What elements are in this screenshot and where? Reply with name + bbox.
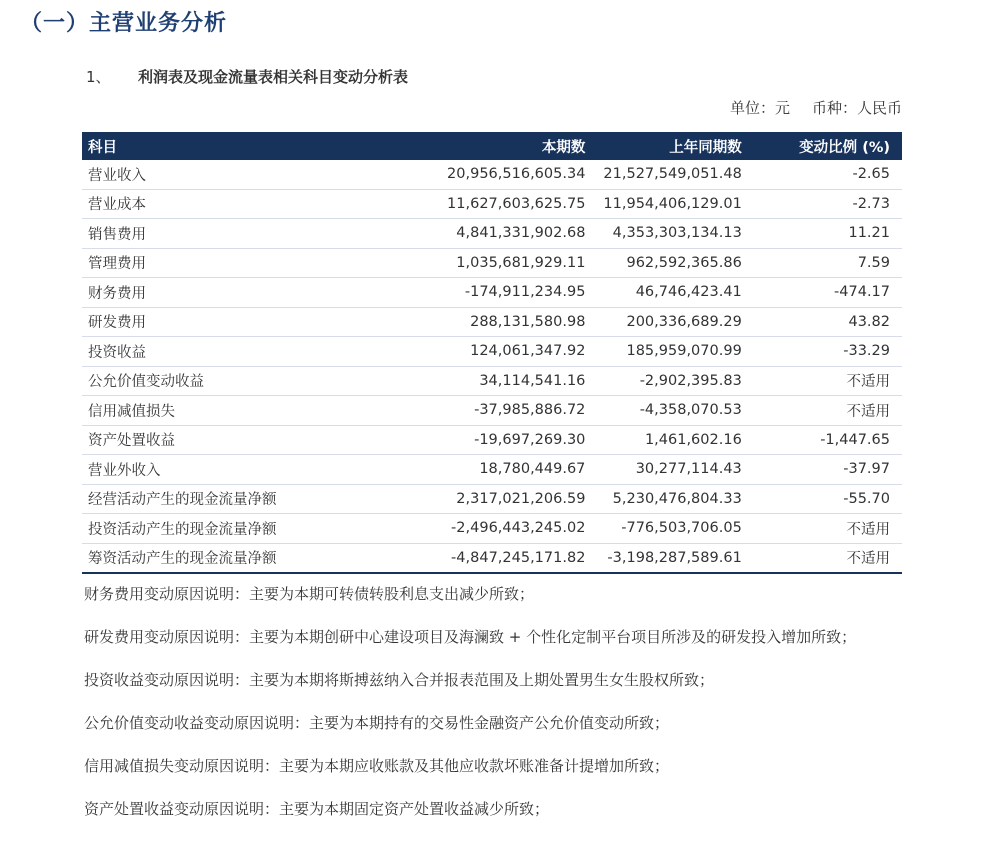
cell-subject: 销售费用 bbox=[82, 219, 379, 249]
cell-subject: 投资活动产生的现金流量净额 bbox=[82, 514, 379, 544]
cell-change-ratio: 不适用 bbox=[754, 543, 902, 573]
table-row bbox=[82, 543, 902, 573]
cell-subject: 经营活动产生的现金流量净额 bbox=[82, 484, 379, 514]
cell-change-ratio: 7.59 bbox=[754, 248, 902, 278]
unit-line bbox=[724, 97, 902, 118]
cell-change-ratio: -2.65 bbox=[754, 160, 902, 189]
cell-prior-period: 21,527,549,051.48 bbox=[597, 160, 753, 189]
table-row bbox=[82, 337, 902, 367]
cell-prior-period: 4,353,303,134.13 bbox=[597, 219, 753, 249]
cell-subject: 营业收入 bbox=[82, 160, 379, 189]
cell-change-ratio: 11.21 bbox=[754, 219, 902, 249]
cell-change-ratio: 不适用 bbox=[754, 366, 902, 396]
table-row bbox=[82, 366, 902, 396]
cell-change-ratio: -55.70 bbox=[754, 484, 902, 514]
cell-current-period: -37,985,886.72 bbox=[379, 396, 597, 426]
cell-change-ratio: 不适用 bbox=[754, 514, 902, 544]
cell-change-ratio: -474.17 bbox=[754, 278, 902, 308]
cell-prior-period: 30,277,114.43 bbox=[597, 455, 753, 485]
cell-prior-period: -3,198,287,589.61 bbox=[597, 543, 753, 573]
cell-subject: 投资收益 bbox=[82, 337, 379, 367]
cell-prior-period: 11,954,406,129.01 bbox=[597, 189, 753, 219]
cell-prior-period: -2,902,395.83 bbox=[597, 366, 753, 396]
cell-change-ratio: -2.73 bbox=[754, 189, 902, 219]
cell-current-period: 1,035,681,929.11 bbox=[379, 248, 597, 278]
cell-current-period: 34,114,541.16 bbox=[379, 366, 597, 396]
table-body bbox=[82, 160, 902, 573]
cell-prior-period: 200,336,689.29 bbox=[597, 307, 753, 337]
cell-change-ratio: -1,447.65 bbox=[754, 425, 902, 455]
cell-current-period: -4,847,245,171.82 bbox=[379, 543, 597, 573]
header-prior-period: 上年同期数 bbox=[597, 132, 753, 160]
cell-current-period: 4,841,331,902.68 bbox=[379, 219, 597, 249]
cell-current-period: 124,061,347.92 bbox=[379, 337, 597, 367]
cell-subject: 资产处置收益 bbox=[82, 425, 379, 455]
subsection-title: 利润表及现金流量表相关科目变动分析表 bbox=[138, 68, 409, 86]
cell-current-period: -2,496,443,245.02 bbox=[379, 514, 597, 544]
header-change-ratio: 变动比例 (%) bbox=[754, 132, 902, 160]
subsection-heading bbox=[86, 66, 408, 87]
table-row bbox=[82, 189, 902, 219]
table-row bbox=[82, 248, 902, 278]
section-title: （一）主营业务分析 bbox=[20, 11, 228, 36]
cell-subject: 营业成本 bbox=[82, 189, 379, 219]
note-paragraph: 财务费用变动原因说明：主要为本期可转债转股利息支出减少所致； bbox=[84, 585, 535, 603]
table-row bbox=[82, 396, 902, 426]
cell-change-ratio: 43.82 bbox=[754, 307, 902, 337]
cell-subject: 筹资活动产生的现金流量净额 bbox=[82, 543, 379, 573]
note-paragraph: 研发费用变动原因说明：主要为本期创研中心建设项目及海澜致 + 个性化定制平台项目所涉及的研发投入增加所致； bbox=[84, 628, 857, 646]
header-subject: 科目 bbox=[82, 132, 379, 160]
header-current-period: 本期数 bbox=[379, 132, 597, 160]
table-row bbox=[82, 307, 902, 337]
cell-change-ratio: -37.97 bbox=[754, 455, 902, 485]
cell-subject: 公允价值变动收益 bbox=[82, 366, 379, 396]
cell-prior-period: 962,592,365.86 bbox=[597, 248, 753, 278]
table-row bbox=[82, 455, 902, 485]
table-row bbox=[82, 278, 902, 308]
cell-prior-period: -4,358,070.53 bbox=[597, 396, 753, 426]
cell-current-period: 288,131,580.98 bbox=[379, 307, 597, 337]
note-paragraph: 投资收益变动原因说明：主要为本期将斯搏兹纳入合并报表范围及上期处置男生女生股权所致； bbox=[84, 671, 715, 689]
cell-current-period: 11,627,603,625.75 bbox=[379, 189, 597, 219]
cell-current-period: -174,911,234.95 bbox=[379, 278, 597, 308]
table-row bbox=[82, 219, 902, 249]
cell-prior-period: -776,503,706.05 bbox=[597, 514, 753, 544]
cell-subject: 研发费用 bbox=[82, 307, 379, 337]
cell-subject: 管理费用 bbox=[82, 248, 379, 278]
note-paragraph: 公允价值变动收益变动原因说明：主要为本期持有的交易性金融资产公允价值变动所致； bbox=[84, 714, 670, 732]
table-row bbox=[82, 160, 902, 189]
cell-change-ratio: 不适用 bbox=[754, 396, 902, 426]
table-row bbox=[82, 514, 902, 544]
unit-label: 单位：元 bbox=[729, 99, 790, 117]
note-paragraph: 信用减值损失变动原因说明：主要为本期应收账款及其他应收款坏账准备计提增加所致； bbox=[84, 757, 670, 775]
currency-label: 币种：人民币 bbox=[811, 99, 902, 117]
financial-table bbox=[82, 132, 902, 574]
cell-current-period: -19,697,269.30 bbox=[379, 425, 597, 455]
cell-current-period: 2,317,021,206.59 bbox=[379, 484, 597, 514]
cell-prior-period: 185,959,070.99 bbox=[597, 337, 753, 367]
notes-section bbox=[84, 580, 904, 838]
table-header-row bbox=[82, 132, 902, 160]
subsection-number: 1、 bbox=[86, 68, 111, 86]
cell-subject: 财务费用 bbox=[82, 278, 379, 308]
cell-prior-period: 1,461,602.16 bbox=[597, 425, 753, 455]
cell-current-period: 20,956,516,605.34 bbox=[379, 160, 597, 189]
cell-current-period: 18,780,449.67 bbox=[379, 455, 597, 485]
cell-change-ratio: -33.29 bbox=[754, 337, 902, 367]
cell-subject: 信用减值损失 bbox=[82, 396, 379, 426]
cell-prior-period: 46,746,423.41 bbox=[597, 278, 753, 308]
cell-subject: 营业外收入 bbox=[82, 455, 379, 485]
table-row bbox=[82, 425, 902, 455]
table-row bbox=[82, 484, 902, 514]
note-paragraph: 资产处置收益变动原因说明：主要为本期固定资产处置收益减少所致； bbox=[84, 800, 550, 818]
cell-prior-period: 5,230,476,804.33 bbox=[597, 484, 753, 514]
